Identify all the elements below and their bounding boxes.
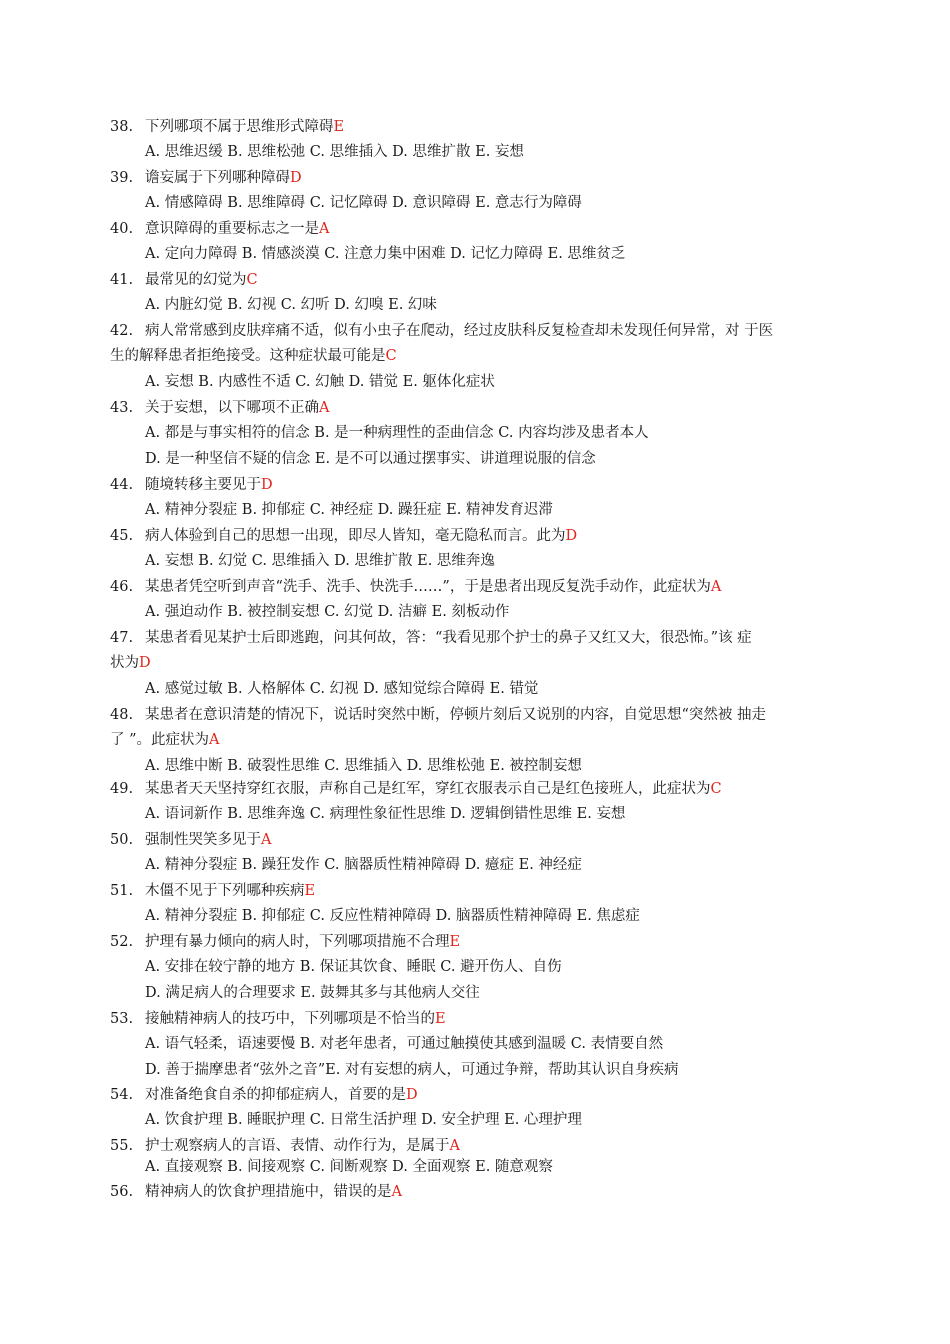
question-number: 43.	[110, 400, 134, 416]
question-number: 39.	[110, 170, 134, 186]
question-text: 下列哪项不属于思维形式障碍	[145, 119, 334, 135]
answer-options: D. 善于揣摩患者“弦外之音”E. 对有妄想的病人，可通过争辩，帮助其认识自身疾病	[145, 1062, 679, 1078]
question-number: 46.	[110, 579, 134, 595]
question-number: 42.	[110, 323, 134, 339]
question-text: 护理有暴力倾向的病人时，下列哪项措施不合理	[145, 934, 450, 950]
question-number: 51.	[110, 883, 134, 899]
answer-options: A. 思维迟缓 B. 思维松弛 C. 思维插入 D. 思维扩散 E. 妄想	[145, 144, 524, 160]
answer-options: D. 满足病人的合理要求 E. 鼓舞其多与其他病人交往	[145, 985, 480, 1001]
answer-key: E	[435, 1011, 446, 1027]
question-number: 45.	[110, 528, 134, 544]
question-text: 接触精神病人的技巧中，下列哪项是不恰当的	[145, 1011, 435, 1027]
question-stem	[110, 117, 840, 137]
question-text-continued: 生的解释患者拒绝接受。这种症状最可能是	[110, 348, 386, 364]
question-stem	[110, 1136, 840, 1156]
question-text: 某患者看见某护士后即逃跑，问其何故，答：“我看见那个护士的鼻子又红又大，很恐怖。”该 症	[145, 630, 752, 646]
answer-key: D	[261, 477, 273, 493]
answer-options: A. 精神分裂症 B. 抑郁症 C. 反应性精神障碍 D. 脑器质性精神障碍 E. 焦虑症	[145, 908, 640, 924]
question-text: 精神病人的饮食护理措施中，错误的是	[145, 1184, 392, 1200]
question-stem	[110, 1009, 840, 1029]
answer-options: A. 精神分裂症 B. 躁狂发作 C. 脑器质性精神障碍 D. 癔症 E. 神经症	[145, 857, 582, 873]
question-stem	[110, 577, 840, 597]
question-number: 50.	[110, 832, 134, 848]
question-stem	[110, 705, 840, 725]
answer-options: D. 是一种坚信不疑的信念 E. 是不可以通过摆事实、讲道理说服的信念	[145, 451, 596, 467]
question-text-continued: 了 ”。此症状为	[110, 732, 210, 748]
answer-options: A. 都是与事实相符的信念 B. 是一种病理性的歪曲信念 C. 内容均涉及患者本人	[145, 425, 649, 441]
question-text: 护士观察病人的言语、表情、动作行为，是属于	[145, 1138, 450, 1154]
question-text: 最常见的幻觉为	[145, 272, 247, 288]
question-stem	[110, 932, 840, 952]
answer-key: A	[261, 832, 272, 848]
answer-options: A. 安排在较宁静的地方 B. 保证其饮食、睡眠 C. 避开伤人、自伤	[145, 959, 562, 975]
answer-options: A. 饮食护理 B. 睡眠护理 C. 日常生活护理 D. 安全护理 E. 心理护理	[145, 1112, 582, 1128]
question-text: 木僵不见于下列哪种疾病	[145, 883, 305, 899]
answer-key: E	[333, 119, 345, 135]
answer-key: A	[319, 221, 330, 237]
answer-key: C	[710, 781, 722, 797]
question-stem	[110, 1085, 840, 1105]
question-stem	[110, 526, 840, 546]
answer-key: A	[449, 1138, 460, 1154]
question-text-continued: 状为	[110, 655, 139, 671]
question-text: 某患者天天坚持穿红衣服，声称自己是红军，穿红衣服表示自己是红色接班人，此症状为	[145, 781, 711, 797]
answer-options: A. 定向力障碍 B. 情感淡漠 C. 注意力集中困难 D. 记忆力障碍 E. 思维贫乏	[145, 246, 626, 262]
question-number: 38.	[110, 119, 134, 135]
question-stem-continued	[110, 653, 840, 673]
answer-key: A	[710, 579, 722, 595]
answer-key: A	[209, 732, 220, 748]
question-text: 关于妄想，以下哪项不正确	[145, 400, 319, 416]
question-stem	[110, 168, 840, 188]
answer-options: A. 直接观察 B. 间接观察 C. 间断观察 D. 全面观察 E. 随意观察	[145, 1159, 553, 1175]
answer-options: A. 精神分裂症 B. 抑郁症 C. 神经症 D. 躁狂症 E. 精神发育迟滞	[145, 502, 553, 518]
question-text: 某患者凭空听到声音“洗手、洗手、快洗手……”，于是患者出现反复洗手动作，此症状为	[145, 579, 711, 595]
question-number: 49.	[110, 781, 134, 797]
answer-key: C	[246, 272, 258, 288]
question-stem	[110, 628, 840, 648]
question-number: 55.	[110, 1138, 134, 1154]
question-number: 53.	[110, 1011, 134, 1027]
question-stem	[110, 321, 840, 341]
question-stem	[110, 398, 840, 418]
answer-key: A	[391, 1184, 402, 1200]
answer-key: D	[565, 528, 578, 544]
answer-options: A. 妄想 B. 幻觉 C. 思维插入 D. 思维扩散 E. 思维奔逸	[145, 553, 495, 569]
answer-key: E	[304, 883, 316, 899]
answer-options: A. 强迫动作 B. 被控制妄想 C. 幻觉 D. 洁癖 E. 刻板动作	[145, 604, 510, 620]
answer-options: A. 妄想 B. 内感性不适 C. 幻触 D. 错觉 E. 躯体化症状	[145, 374, 495, 390]
question-stem-continued	[110, 730, 840, 750]
question-number: 47.	[110, 630, 134, 646]
question-stem-continued	[110, 346, 840, 366]
answer-options: A. 内脏幻觉 B. 幻视 C. 幻听 D. 幻嗅 E. 幻味	[145, 297, 437, 313]
answer-options: A. 思维中断 B. 破裂性思维 C. 思维插入 D. 思维松弛 E. 被控制妄想	[145, 758, 582, 774]
question-stem	[110, 270, 840, 290]
question-number: 56.	[110, 1184, 134, 1200]
question-stem	[110, 475, 840, 495]
question-stem	[110, 219, 840, 239]
question-number: 44.	[110, 477, 134, 493]
question-text: 谵妄属于下列哪种障碍	[145, 170, 290, 186]
answer-key: D	[139, 655, 151, 671]
question-text: 随境转移主要见于	[145, 477, 261, 493]
question-text: 对准备绝食自杀的抑郁症病人，首要的是	[145, 1087, 406, 1103]
answer-options: A. 感觉过敏 B. 人格解体 C. 幻视 D. 感知觉综合障碍 E. 错觉	[145, 681, 539, 697]
question-text: 病人常常感到皮肤痒痛不适，似有小虫子在爬动，经过皮肤科反复检查却未发现任何异常，对 于医	[145, 323, 774, 339]
question-stem	[110, 1182, 840, 1202]
answer-key: E	[449, 934, 461, 950]
question-text: 病人体验到自己的思想一出现，即尽人皆知，毫无隐私而言。此为	[145, 528, 566, 544]
question-number: 48.	[110, 707, 134, 723]
answer-key: D	[406, 1087, 418, 1103]
question-text: 强制性哭笑多见于	[145, 832, 261, 848]
question-text: 某患者在意识清楚的情况下，说话时突然中断，停顿片刻后又说别的内容，自觉思想“突然被 抽走	[145, 707, 767, 723]
question-stem	[110, 779, 840, 799]
question-number: 41.	[110, 272, 134, 288]
question-number: 52.	[110, 934, 134, 950]
answer-options: A. 语词新作 B. 思维奔逸 C. 病理性象征性思维 D. 逻辑倒错性思维 E. 妄想	[145, 806, 626, 822]
question-stem	[110, 830, 840, 850]
question-stem	[110, 881, 840, 901]
question-text: 意识障碍的重要标志之一是	[145, 221, 319, 237]
answer-key: A	[319, 400, 330, 416]
answer-key: D	[290, 170, 302, 186]
answer-options: A. 情感障碍 B. 思维障碍 C. 记忆障碍 D. 意识障碍 E. 意志行为障碍	[145, 195, 582, 211]
answer-key: C	[385, 348, 397, 364]
answer-options: A. 语气轻柔，语速要慢 B. 对老年患者，可通过触摸使其感到温暖 C. 表情要自然	[145, 1036, 664, 1052]
question-number: 40.	[110, 221, 134, 237]
question-number: 54.	[110, 1087, 134, 1103]
